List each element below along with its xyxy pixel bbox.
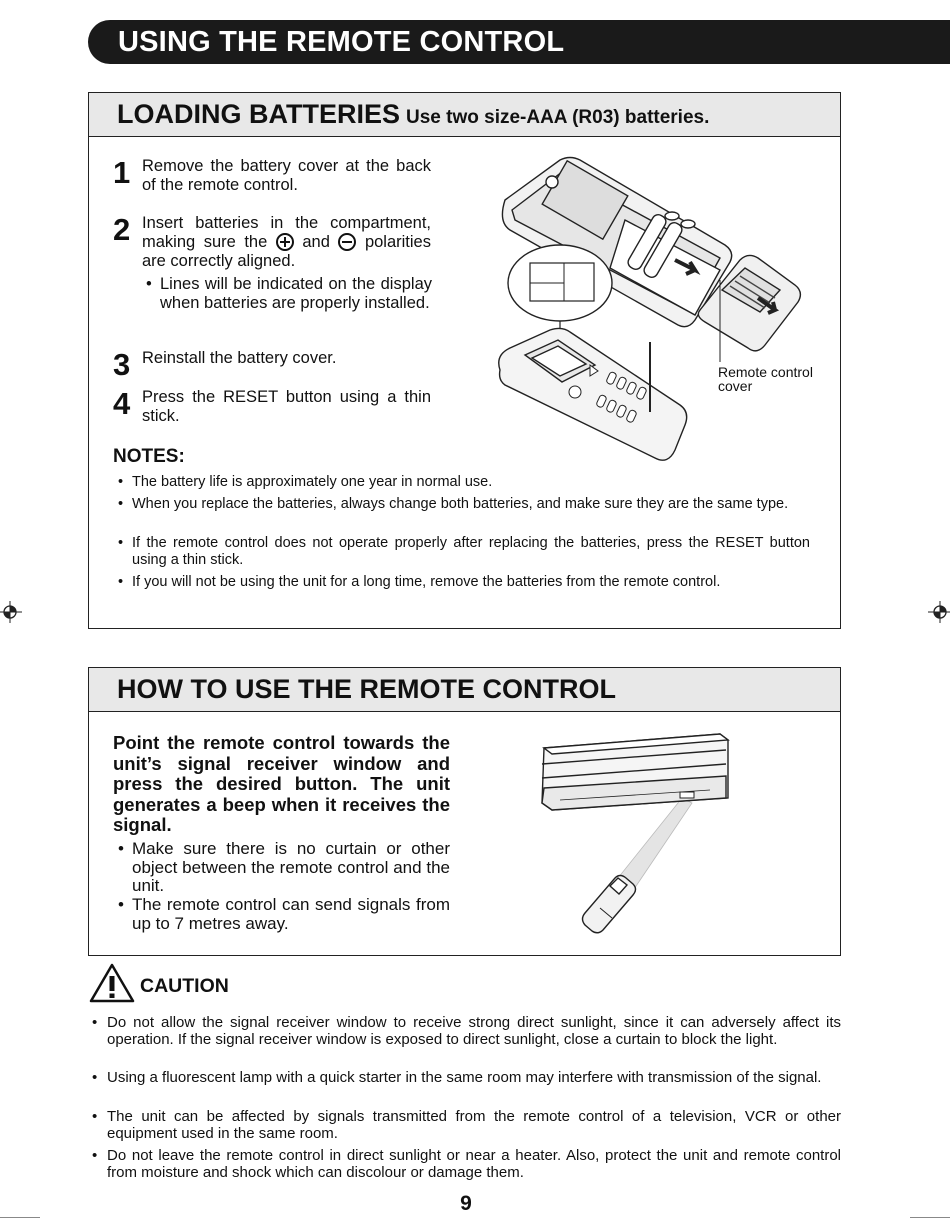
- battery-loading-illustration: [490, 150, 820, 480]
- registration-mark-icon: [926, 600, 950, 624]
- page-title: USING THE REMOTE CONTROL: [118, 26, 565, 58]
- loading-batteries-heading: [117, 99, 709, 130]
- plus-polarity-icon: [276, 233, 294, 251]
- step-number: 1: [113, 155, 131, 190]
- minus-polarity-icon: [338, 233, 356, 251]
- registration-mark-icon: [0, 600, 24, 624]
- remote-control-cover-label: Remote control cover: [718, 364, 813, 394]
- step-number: 2: [113, 212, 131, 247]
- header-banner: [88, 20, 950, 64]
- notes-title: NOTES:: [113, 446, 185, 467]
- how-to-use-intro: Point the remote control towards the unit’s signal receiver window and press the desired button. The unit generates a beep when it receives the signal.: [113, 732, 450, 835]
- remote-pointing-illustration: [530, 728, 740, 938]
- loading-batteries-title: LOADING BATTERIES: [117, 99, 400, 129]
- warning-triangle-icon: [88, 962, 136, 1004]
- crop-mark-right: [910, 1217, 950, 1218]
- step-text: Reinstall the battery cover.: [142, 349, 337, 367]
- loading-batteries-subtitle: Use two size-AAA (R03) batteries.: [406, 107, 710, 128]
- step-number: 3: [113, 347, 131, 382]
- step-text: Insert batteries in the compartment, making sure the and polarities are correctly aligned.: [142, 214, 431, 270]
- how-to-use-heading: [117, 674, 616, 705]
- step-text: Press the RESET button using a thin stick.: [142, 388, 431, 425]
- caution-title: CAUTION: [140, 975, 229, 997]
- loading-batteries-header: [89, 93, 840, 137]
- how-to-use-title: HOW TO USE THE REMOTE CONTROL: [117, 674, 616, 704]
- step-text: Remove the battery cover at the back of the remote control.: [142, 157, 431, 194]
- crop-mark-left: [0, 1217, 40, 1218]
- step-number: 4: [113, 386, 131, 421]
- how-to-use-header: [89, 668, 840, 712]
- page-number: 9: [460, 1192, 472, 1215]
